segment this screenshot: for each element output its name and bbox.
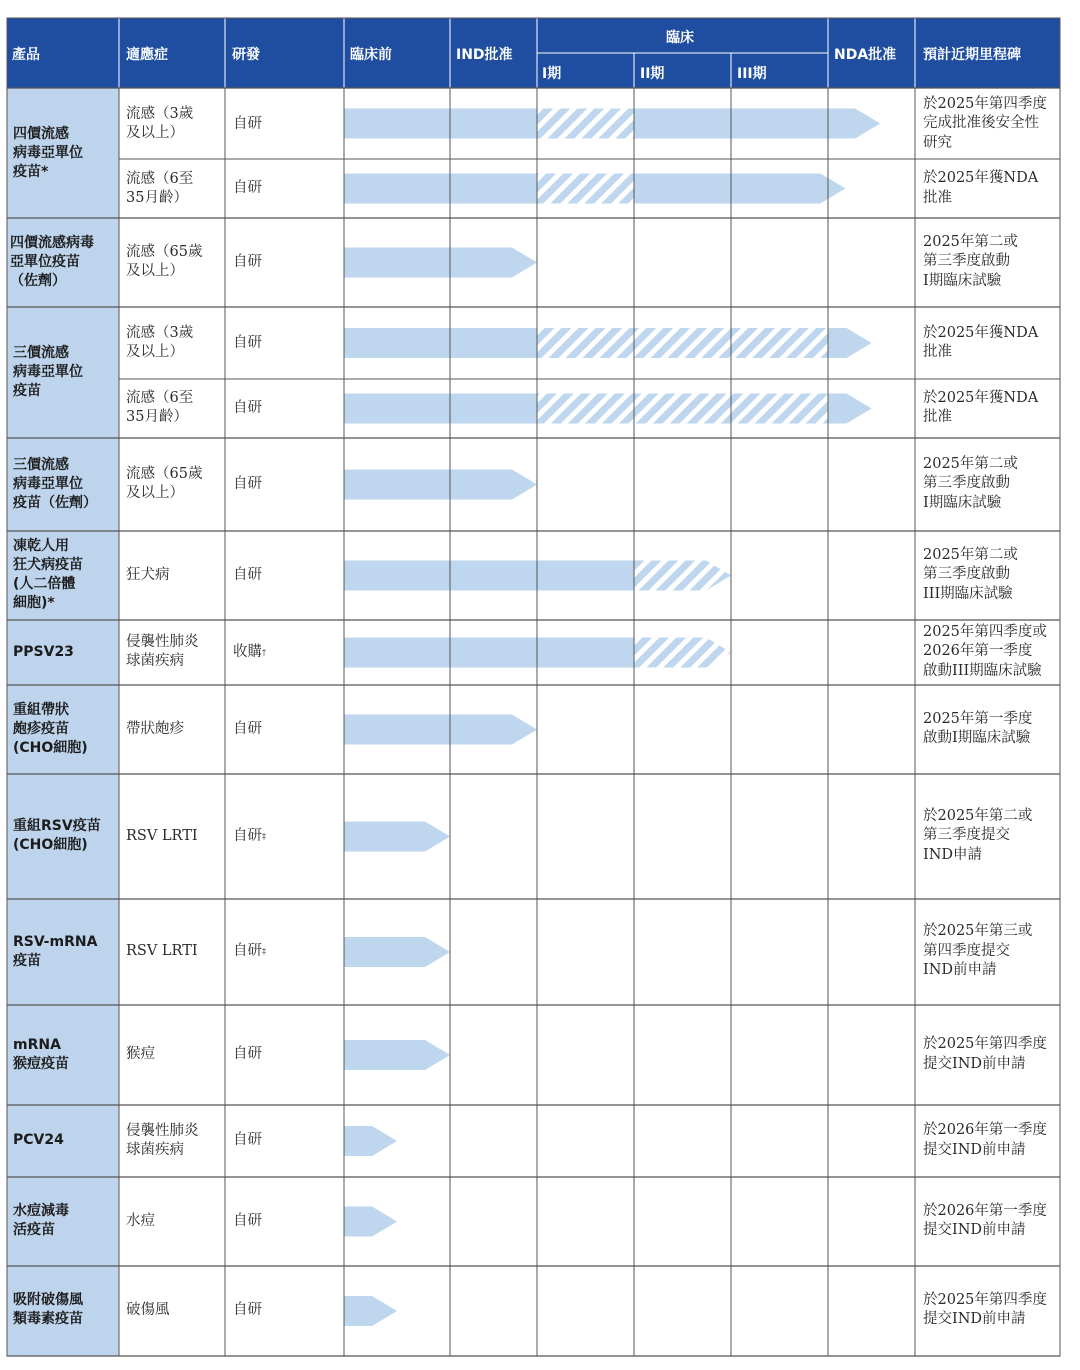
progress-bar-segment <box>344 328 537 358</box>
milestone-cell: 於2025年第四季度 提交IND前申請 <box>923 1036 1047 1072</box>
product-name: PCV24 <box>13 1132 64 1148</box>
progress-bar-arrow <box>344 1207 397 1237</box>
rd-cell: 自研 <box>233 720 262 737</box>
indication-cell: 流感（65歲 及以上） <box>126 466 203 501</box>
progress-bar-segment <box>537 109 634 139</box>
progress-bar-segment <box>344 561 634 591</box>
rd-cell: 自研 <box>233 475 262 492</box>
progress-bar-arrow <box>344 470 537 500</box>
milestone-cell: 2025年第二或 第三季度啟動 I期臨床試驗 <box>923 455 1018 511</box>
indication-cell: 破傷風 <box>126 1301 170 1318</box>
milestone-cell: 於2025年獲NDA 批准 <box>923 170 1039 206</box>
header-clinical: 臨床 <box>666 30 694 46</box>
progress-bar-arrow <box>344 248 537 278</box>
indication-cell: 流感（6至 35月齡） <box>126 390 194 425</box>
rd-cell: 自研 ‡ <box>233 827 266 844</box>
progress-bar-arrow <box>828 328 872 358</box>
indication-cell: 流感（3歲 及以上） <box>126 106 194 141</box>
milestone-cell: 2025年第二或 第三季度啟動 I期臨床試驗 <box>923 233 1018 289</box>
milestone-cell: 於2026年第一季度 提交IND前申請 <box>923 1122 1047 1158</box>
indication-cell: 流感（65歲 及以上） <box>126 244 203 279</box>
header-preclinical: 臨床前 <box>350 47 392 63</box>
progress-bar-arrow <box>634 109 880 139</box>
footnote-mark: ‡ <box>262 831 266 841</box>
milestone-cell: 於2025年第三或 第四季度提交 IND前申請 <box>923 923 1033 979</box>
milestone-cell: 於2025年獲NDA 批准 <box>923 324 1039 360</box>
milestone-cell: 於2025年第二或 第三季度提交 IND申請 <box>923 807 1033 863</box>
product-name: 重組RSV疫苗 (CHO細胞) <box>13 818 101 853</box>
milestone-cell: 2025年第四季度或 2026年第一季度 啟動III期臨床試驗 <box>923 623 1047 679</box>
rd-cell: 自研 <box>233 115 262 132</box>
indication-cell: 猴痘 <box>126 1046 155 1062</box>
rd-cell: 自研 <box>233 1212 262 1229</box>
indication-cell: 水痘 <box>126 1212 155 1229</box>
progress-bar-arrow <box>634 174 845 204</box>
header-phase2: II期 <box>640 66 665 82</box>
indication-cell: 侵襲性肺炎 球菌疾病 <box>126 1122 199 1158</box>
milestone-cell: 於2025年獲NDA 批准 <box>923 389 1039 425</box>
milestone-cell: 於2025年第四季度 提交IND前申請 <box>923 1291 1047 1327</box>
progress-bar-arrow <box>344 715 537 745</box>
progress-bar-segment <box>344 109 537 139</box>
product-name: 凍乾人用 狂犬病疫苗 (人二倍體 細胞)* <box>13 538 83 611</box>
product-name: 四價流感 病毒亞單位 疫苗* <box>13 126 83 180</box>
header-milestone: 預計近期里程碑 <box>923 47 1021 63</box>
product-name: 重組帶狀 皰疹疫苗 (CHO細胞) <box>13 701 88 756</box>
product-name: RSV-mRNA 疫苗 <box>13 933 98 969</box>
header-phase1: I期 <box>542 66 562 82</box>
progress-bar-segment <box>344 638 634 668</box>
milestone-cell: 於2026年第一季度 提交IND前申請 <box>923 1202 1047 1238</box>
progress-bar-segment <box>344 394 537 424</box>
rd-cell: 自研 <box>233 1132 262 1148</box>
milestone-cell: 於2025年第四季度 完成批准後安全性 研究 <box>923 95 1047 151</box>
rd-cell: 自研 <box>233 566 262 583</box>
header-phase3: III期 <box>737 66 767 82</box>
header-product: 產品 <box>12 47 40 63</box>
progress-bar-segment <box>537 328 828 358</box>
rd-cell: 自研 <box>233 180 262 196</box>
product-name: 四價流感病毒 亞單位疫苗 （佐劑） <box>10 234 94 289</box>
indication-cell: RSV LRTI <box>126 943 198 959</box>
progress-bar-arrow <box>344 822 450 852</box>
product-name: 水痘減毒 活疫苗 <box>13 1203 69 1238</box>
indication-cell: 流感（6至 35月齡） <box>126 170 194 206</box>
rd-cell: 自研 ‡ <box>233 943 266 959</box>
milestone-cell: 2025年第一季度 啟動I期臨床試驗 <box>923 710 1033 746</box>
product-name: PPSV23 <box>13 643 74 660</box>
progress-bar-arrow <box>344 1126 397 1156</box>
progress-bar-arrow <box>344 1296 397 1326</box>
rd-cell: 自研 <box>233 1046 262 1062</box>
progress-bar-segment <box>344 174 537 204</box>
milestone-cell: 2025年第二或 第三季度啟動 III期臨床試驗 <box>923 546 1018 602</box>
product-name: 三價流感 病毒亞單位 疫苗（佐劑） <box>13 456 97 511</box>
indication-cell: 狂犬病 <box>126 566 170 583</box>
progress-bar-segment <box>537 394 828 424</box>
progress-bar-arrow <box>344 1040 450 1070</box>
header-ind: IND批准 <box>456 47 513 63</box>
product-name: 三價流感 病毒亞單位 疫苗 <box>13 344 83 399</box>
progress-bar-arrow <box>828 394 872 424</box>
footnote-mark: † <box>262 647 266 657</box>
indication-cell: RSV LRTI <box>126 827 198 844</box>
product-name: mRNA 猴痘疫苗 <box>13 1036 69 1072</box>
footnote-mark: ‡ <box>262 947 266 956</box>
indication-cell: 侵襲性肺炎 球菌疾病 <box>126 634 199 669</box>
progress-bar-arrow <box>634 638 731 668</box>
rd-cell: 自研 <box>233 399 262 416</box>
product-name: 吸附破傷風 類毒素疫苗 <box>13 1292 83 1327</box>
indication-cell: 帶狀皰疹 <box>126 720 184 737</box>
indication-cell: 流感（3歲 及以上） <box>126 325 194 360</box>
rd-cell: 自研 <box>233 1301 262 1318</box>
progress-bar-arrow <box>634 561 731 591</box>
rd-cell: 收購 † <box>233 643 266 660</box>
rd-cell: 自研 <box>233 334 262 351</box>
progress-bar-segment <box>537 174 634 204</box>
rd-cell: 自研 <box>233 253 262 270</box>
header-indication: 適應症 <box>126 47 168 63</box>
header-rd: 研發 <box>232 47 260 63</box>
header-nda: NDA批准 <box>834 47 897 63</box>
progress-bar-arrow <box>344 937 450 967</box>
